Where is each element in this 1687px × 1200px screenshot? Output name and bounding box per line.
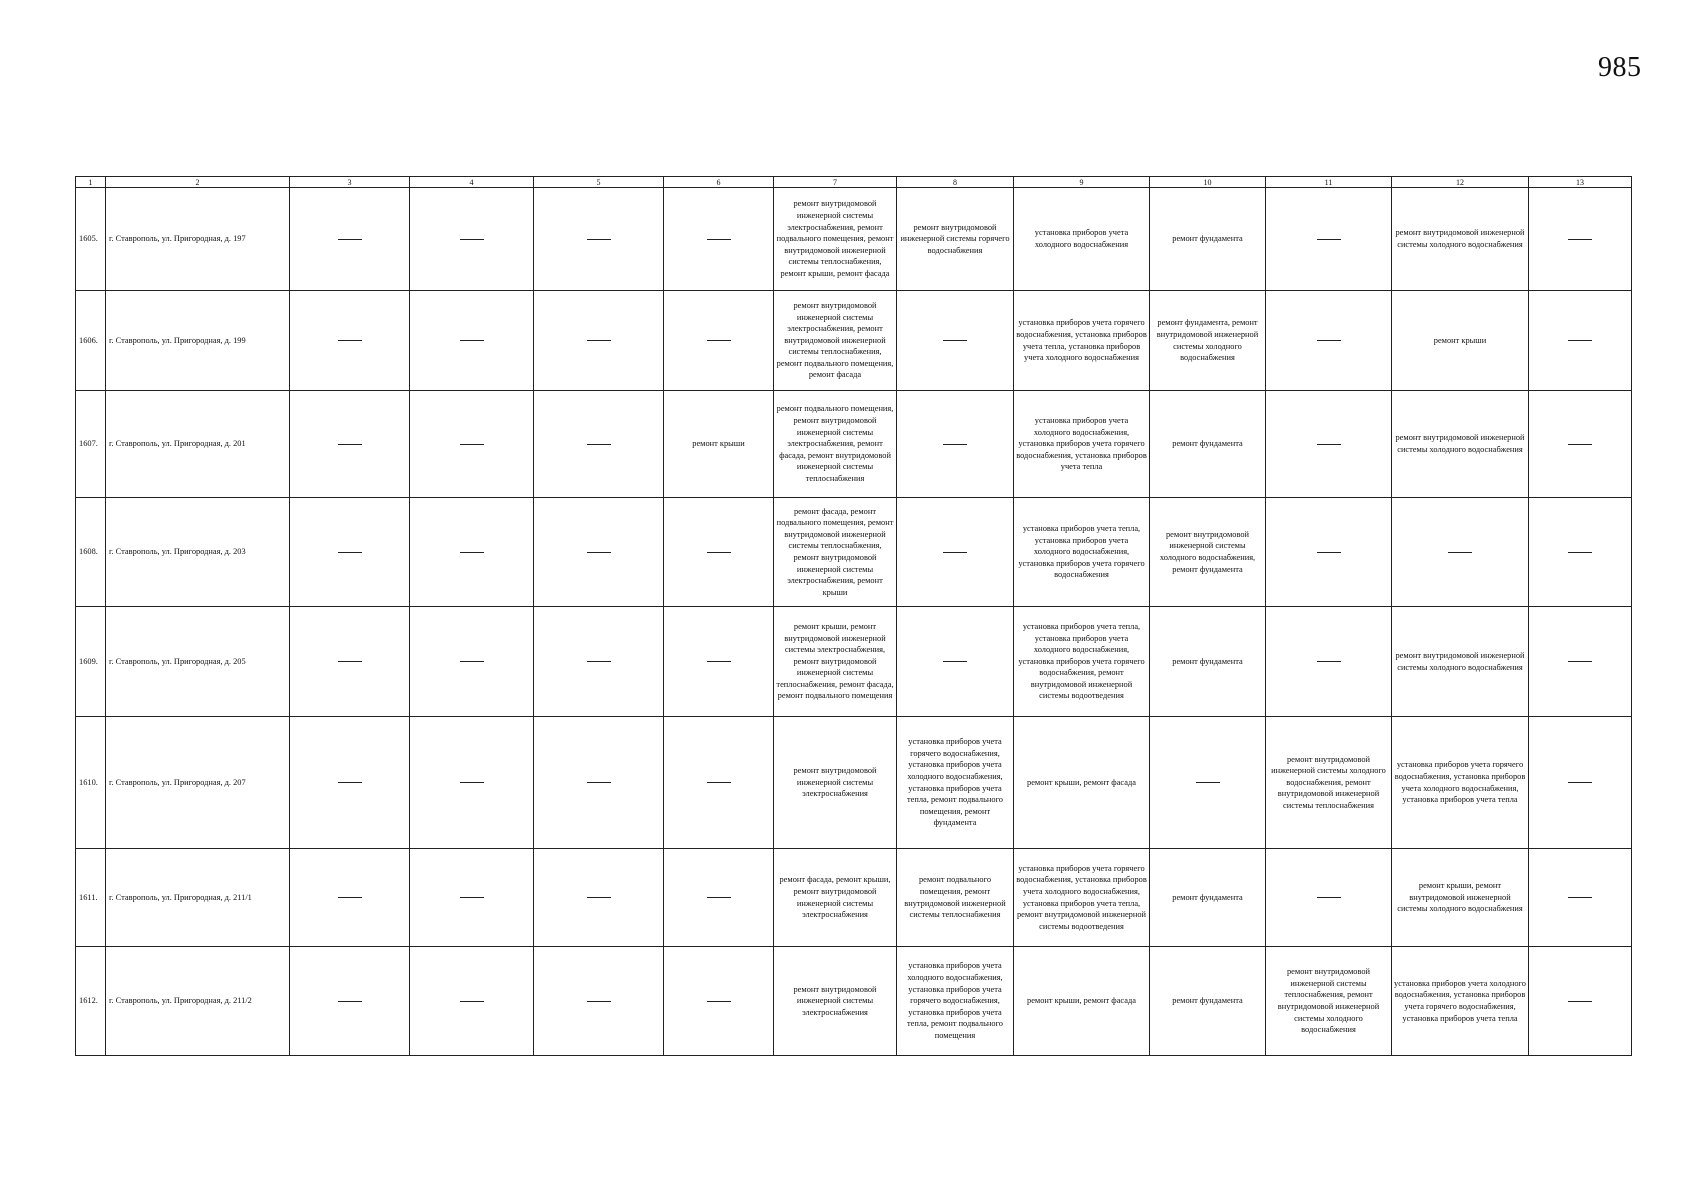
empty-cell-dash	[534, 849, 664, 947]
dash-mark	[1568, 552, 1592, 553]
empty-cell-dash	[664, 849, 774, 947]
dash-mark	[707, 661, 731, 662]
column-header-2: 2	[106, 177, 290, 188]
work-cell-col-9: ремонт крыши, ремонт фасада	[1014, 717, 1150, 849]
registry-table	[75, 176, 1632, 1056]
dash-mark	[587, 239, 611, 240]
table-row	[76, 849, 1632, 947]
empty-cell-dash	[1266, 391, 1392, 498]
empty-cell-dash	[534, 391, 664, 498]
empty-cell-dash	[290, 498, 410, 607]
dash-mark	[460, 444, 484, 445]
dash-mark	[338, 444, 362, 445]
dash-mark	[338, 1001, 362, 1002]
column-header-9: 9	[1014, 177, 1150, 188]
work-cell-col-7: ремонт подвального помещения, ремонт внутридомовой инженерной системы электроснабжения, ремонт фасада, ремонт внутридомовой инженерной системы теплоснабжения	[774, 391, 897, 498]
empty-cell-dash	[290, 947, 410, 1056]
work-cell-col-10: ремонт фундамента	[1150, 849, 1266, 947]
dash-mark	[338, 340, 362, 341]
dash-mark	[707, 552, 731, 553]
work-cell-col-7: ремонт внутридомовой инженерной системы электроснабжения, ремонт внутридомовой инженерной системы теплоснабжения, ремонт подвального помещения, ремонт фасада	[774, 291, 897, 391]
empty-cell-dash	[290, 188, 410, 291]
dash-mark	[1448, 552, 1472, 553]
work-cell-col-12: установка приборов учета холодного водоснабжения, установка приборов учета горячего водоснабжения, установка приборов учета тепла	[1392, 947, 1529, 1056]
dash-mark	[587, 1001, 611, 1002]
row-number: 1610.	[76, 717, 106, 849]
work-cell-col-9: установка приборов учета горячего водоснабжения, установка приборов учета тепла, установка приборов учета холодного водоснабжения	[1014, 291, 1150, 391]
empty-cell-dash	[534, 188, 664, 291]
row-number: 1612.	[76, 947, 106, 1056]
column-header-1: 1	[76, 177, 106, 188]
empty-cell-dash	[664, 188, 774, 291]
empty-cell-dash	[1392, 498, 1529, 607]
work-cell-col-6: ремонт крыши	[664, 391, 774, 498]
dash-mark	[338, 782, 362, 783]
empty-cell-dash	[290, 391, 410, 498]
work-cell-col-9: установка приборов учета холодного водоснабжения, установка приборов учета горячего водоснабжения, установка приборов учета тепла	[1014, 391, 1150, 498]
dash-mark	[943, 552, 967, 553]
column-header-11: 11	[1266, 177, 1392, 188]
empty-cell-dash	[1266, 498, 1392, 607]
empty-cell-dash	[1529, 607, 1632, 717]
work-cell-col-12: ремонт внутридомовой инженерной системы холодного водоснабжения	[1392, 391, 1529, 498]
row-number: 1606.	[76, 291, 106, 391]
work-cell-col-7: ремонт крыши, ремонт внутридомовой инженерной системы электроснабжения, ремонт внутридомовой инженерной системы теплоснабжения, ремонт фасада, ремонт подвального помещения	[774, 607, 897, 717]
empty-cell-dash	[410, 291, 534, 391]
empty-cell-dash	[1529, 947, 1632, 1056]
dash-mark	[1568, 661, 1592, 662]
dash-mark	[1568, 444, 1592, 445]
column-header-4: 4	[410, 177, 534, 188]
work-cell-col-7: ремонт внутридомовой инженерной системы электроснабжения	[774, 717, 897, 849]
empty-cell-dash	[897, 291, 1014, 391]
dash-mark	[460, 340, 484, 341]
dash-mark	[1196, 782, 1220, 783]
work-cell-col-9: установка приборов учета тепла, установка приборов учета холодного водоснабжения, установка приборов учета горячего водоснабжения, ремонт внутридомовой инженерной системы водоотведения	[1014, 607, 1150, 717]
dash-mark	[1568, 1001, 1592, 1002]
dash-mark	[587, 897, 611, 898]
dash-mark	[338, 239, 362, 240]
empty-cell-dash	[534, 498, 664, 607]
dash-mark	[707, 782, 731, 783]
empty-cell-dash	[410, 947, 534, 1056]
dash-mark	[587, 340, 611, 341]
empty-cell-dash	[290, 849, 410, 947]
address-cell: г. Ставрополь, ул. Пригородная, д. 199	[106, 291, 290, 391]
empty-cell-dash	[534, 607, 664, 717]
work-cell-col-10: ремонт фундамента	[1150, 607, 1266, 717]
empty-cell-dash	[410, 188, 534, 291]
empty-cell-dash	[1529, 717, 1632, 849]
dash-mark	[460, 552, 484, 553]
row-number: 1605.	[76, 188, 106, 291]
dash-mark	[1317, 239, 1341, 240]
header-row	[76, 177, 1632, 188]
work-cell-col-12: установка приборов учета горячего водоснабжения, установка приборов учета холодного водоснабжения, установка приборов учета тепла	[1392, 717, 1529, 849]
work-cell-col-12: ремонт крыши	[1392, 291, 1529, 391]
dash-mark	[707, 340, 731, 341]
dash-mark	[460, 897, 484, 898]
address-cell: г. Ставрополь, ул. Пригородная, д. 207	[106, 717, 290, 849]
dash-mark	[943, 661, 967, 662]
empty-cell-dash	[1266, 849, 1392, 947]
work-cell-col-12: ремонт крыши, ремонт внутридомовой инженерной системы холодного водоснабжения	[1392, 849, 1529, 947]
table-row	[76, 291, 1632, 391]
empty-cell-dash	[1266, 607, 1392, 717]
work-cell-col-8: ремонт подвального помещения, ремонт внутридомовой инженерной системы теплоснабжения	[897, 849, 1014, 947]
row-number: 1608.	[76, 498, 106, 607]
address-cell: г. Ставрополь, ул. Пригородная, д. 197	[106, 188, 290, 291]
empty-cell-dash	[410, 717, 534, 849]
address-cell: г. Ставрополь, ул. Пригородная, д. 203	[106, 498, 290, 607]
empty-cell-dash	[897, 498, 1014, 607]
dash-mark	[1317, 897, 1341, 898]
dash-mark	[1568, 897, 1592, 898]
work-cell-col-9: установка приборов учета горячего водоснабжения, установка приборов учета холодного водоснабжения, установка приборов учета тепла, ремонт внутридомовой инженерной системы водоотведения	[1014, 849, 1150, 947]
work-cell-col-7: ремонт фасада, ремонт подвального помещения, ремонт внутридомовой инженерной системы теплоснабжения, ремонт внутридомовой инженерной системы электроснабжения, ремонт крыши	[774, 498, 897, 607]
empty-cell-dash	[664, 717, 774, 849]
work-cell-col-11: ремонт внутридомовой инженерной системы холодного водоснабжения, ремонт внутридомовой инженерной системы теплоснабжения	[1266, 717, 1392, 849]
empty-cell-dash	[664, 291, 774, 391]
dash-mark	[1317, 444, 1341, 445]
empty-cell-dash	[897, 391, 1014, 498]
address-cell: г. Ставрополь, ул. Пригородная, д. 201	[106, 391, 290, 498]
empty-cell-dash	[664, 607, 774, 717]
empty-cell-dash	[410, 391, 534, 498]
dash-mark	[1568, 782, 1592, 783]
table-body	[76, 188, 1632, 1056]
dash-mark	[1317, 661, 1341, 662]
empty-cell-dash	[1150, 717, 1266, 849]
empty-cell-dash	[664, 498, 774, 607]
dash-mark	[943, 444, 967, 445]
work-cell-col-9: установка приборов учета тепла, установка приборов учета холодного водоснабжения, установка приборов учета горячего водоснабжения	[1014, 498, 1150, 607]
dash-mark	[587, 552, 611, 553]
work-cell-col-10: ремонт фундамента	[1150, 391, 1266, 498]
dash-mark	[338, 552, 362, 553]
work-cell-col-10: ремонт фундамента, ремонт внутридомовой инженерной системы холодного водоснабжения	[1150, 291, 1266, 391]
column-header-8: 8	[897, 177, 1014, 188]
work-cell-col-10: ремонт фундамента	[1150, 188, 1266, 291]
dash-mark	[707, 1001, 731, 1002]
empty-cell-dash	[897, 607, 1014, 717]
work-cell-col-12: ремонт внутридомовой инженерной системы холодного водоснабжения	[1392, 607, 1529, 717]
work-cell-col-8: ремонт внутридомовой инженерной системы горячего водоснабжения	[897, 188, 1014, 291]
empty-cell-dash	[534, 717, 664, 849]
empty-cell-dash	[1266, 188, 1392, 291]
table-row	[76, 391, 1632, 498]
address-cell: г. Ставрополь, ул. Пригородная, д. 205	[106, 607, 290, 717]
empty-cell-dash	[1529, 291, 1632, 391]
dash-mark	[460, 239, 484, 240]
dash-mark	[460, 782, 484, 783]
work-cell-col-11: ремонт внутридомовой инженерной системы теплоснабжения, ремонт внутридомовой инженерной системы холодного водоснабжения	[1266, 947, 1392, 1056]
column-header-12: 12	[1392, 177, 1529, 188]
empty-cell-dash	[1529, 188, 1632, 291]
empty-cell-dash	[1529, 391, 1632, 498]
work-cell-col-9: ремонт крыши, ремонт фасада	[1014, 947, 1150, 1056]
empty-cell-dash	[290, 717, 410, 849]
column-header-6: 6	[664, 177, 774, 188]
dash-mark	[587, 661, 611, 662]
column-header-5: 5	[534, 177, 664, 188]
table-row	[76, 498, 1632, 607]
work-cell-col-10: ремонт внутридомовой инженерной системы холодного водоснабжения, ремонт фундамента	[1150, 498, 1266, 607]
work-cell-col-7: ремонт фасада, ремонт крыши, ремонт внутридомовой инженерной системы электроснабжения	[774, 849, 897, 947]
dash-mark	[460, 1001, 484, 1002]
work-cell-col-12: ремонт внутридомовой инженерной системы холодного водоснабжения	[1392, 188, 1529, 291]
work-cell-col-7: ремонт внутридомовой инженерной системы электроснабжения	[774, 947, 897, 1056]
table-row	[76, 947, 1632, 1056]
dash-mark	[587, 782, 611, 783]
empty-cell-dash	[1266, 291, 1392, 391]
work-cell-col-8: установка приборов учета горячего водоснабжения, установка приборов учета холодного водоснабжения, установка приборов учета тепла, ремонт подвального помещения, ремонт фундамента	[897, 717, 1014, 849]
dash-mark	[707, 239, 731, 240]
empty-cell-dash	[534, 291, 664, 391]
column-header-10: 10	[1150, 177, 1266, 188]
empty-cell-dash	[410, 849, 534, 947]
work-cell-col-7: ремонт внутридомовой инженерной системы электроснабжения, ремонт подвального помещения, ремонт внутридомовой инженерной системы теплоснабжения, ремонт крыши, ремонт фасада	[774, 188, 897, 291]
page-number: 985	[1598, 52, 1642, 83]
dash-mark	[1317, 340, 1341, 341]
table-row	[76, 188, 1632, 291]
work-cell-col-9: установка приборов учета холодного водоснабжения	[1014, 188, 1150, 291]
row-number: 1609.	[76, 607, 106, 717]
dash-mark	[460, 661, 484, 662]
address-cell: г. Ставрополь, ул. Пригородная, д. 211/2	[106, 947, 290, 1056]
work-cell-col-10: ремонт фундамента	[1150, 947, 1266, 1056]
dash-mark	[943, 340, 967, 341]
dash-mark	[1568, 340, 1592, 341]
table-row	[76, 607, 1632, 717]
empty-cell-dash	[290, 607, 410, 717]
dash-mark	[707, 897, 731, 898]
address-cell: г. Ставрополь, ул. Пригородная, д. 211/1	[106, 849, 290, 947]
empty-cell-dash	[1529, 498, 1632, 607]
dash-mark	[338, 897, 362, 898]
dash-mark	[587, 444, 611, 445]
dash-mark	[1568, 239, 1592, 240]
empty-cell-dash	[290, 291, 410, 391]
empty-cell-dash	[664, 947, 774, 1056]
dash-mark	[1317, 552, 1341, 553]
column-header-7: 7	[774, 177, 897, 188]
row-number: 1611.	[76, 849, 106, 947]
dash-mark	[338, 661, 362, 662]
table-row	[76, 717, 1632, 849]
row-number: 1607.	[76, 391, 106, 498]
column-header-13: 13	[1529, 177, 1632, 188]
empty-cell-dash	[1529, 849, 1632, 947]
empty-cell-dash	[534, 947, 664, 1056]
work-cell-col-8: установка приборов учета холодного водоснабжения, установка приборов учета горячего водоснабжения, установка приборов учета тепла, ремонт подвального помещения	[897, 947, 1014, 1056]
empty-cell-dash	[410, 498, 534, 607]
column-header-3: 3	[290, 177, 410, 188]
empty-cell-dash	[410, 607, 534, 717]
